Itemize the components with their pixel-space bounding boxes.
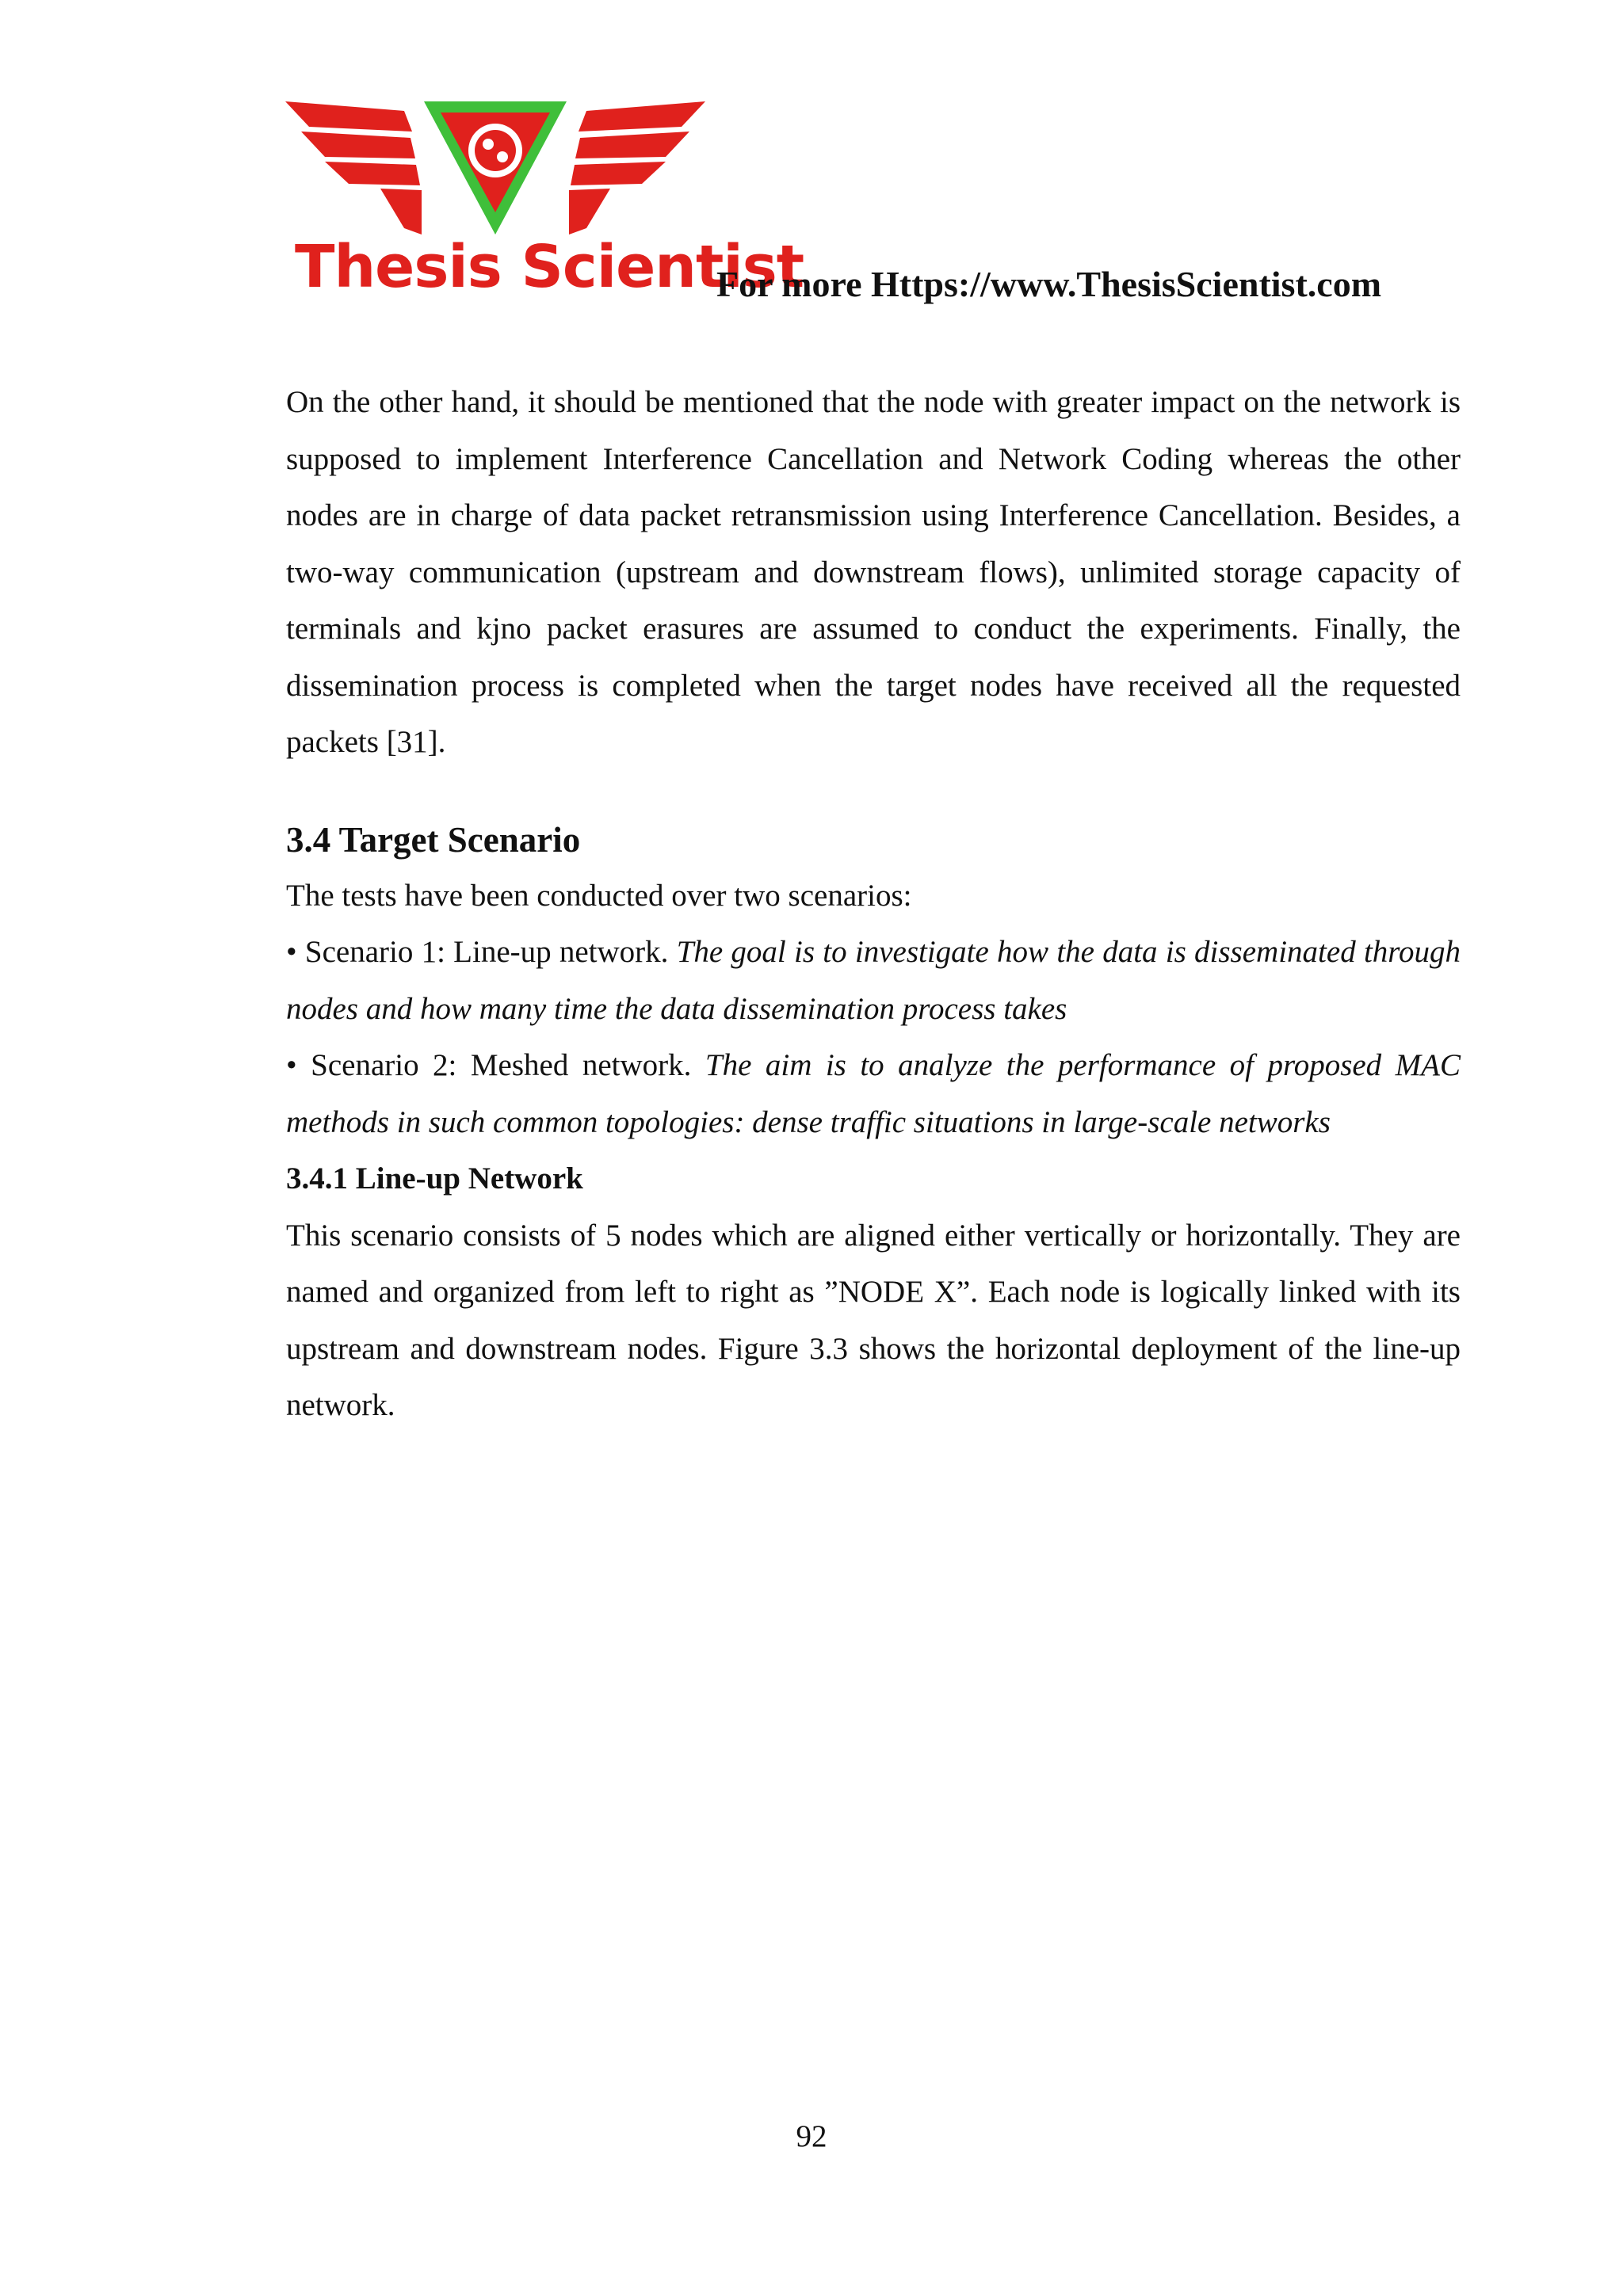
bullet-description: The aim is to analyze the performance of proposed MAC methods in such common topologies: dense traffic situations in large-scale networks [286, 1048, 1461, 1139]
bullet-description: The goal is to investigate how the data is disseminated through nodes and how many time the data dissemination process takes [286, 935, 1461, 1026]
winged-triangle-logo-icon [285, 93, 705, 244]
bullet-label: • Scenario 1: Line-up network. [286, 935, 669, 969]
page-number: 92 [796, 2119, 827, 2153]
website-link[interactable]: For more Https://www.ThesisScientist.com [716, 264, 1382, 304]
subsection-heading: 3.4.1 Line-up Network [286, 1161, 583, 1196]
logo-wordmark: Thesis Scientist [295, 233, 804, 301]
page-header [285, 93, 1474, 315]
body-paragraph: On the other hand, it should be mentioned that the node with greater impact on the network is supposed to implement Interference Cancellation and Network Coding whereas the other nodes are in charge of data packet retransmission using Interference Cancellation. Besides, a two-way communication (upstream and downstream flows), unlimited storage capacity of terminals and kjno packet erasures are assumed to conduct the experiments. Finally, the dissemination process is completed when the target nodes have received all the requested packets [31]. [286, 385, 1461, 759]
bullet-scenario-2 [286, 1037, 1461, 1150]
intro-line: The tests have been conducted over two scenarios: [286, 878, 912, 913]
bullet-scenario-1 [286, 924, 1461, 1037]
page-content [286, 374, 1461, 1434]
bullet-label: • Scenario 2: Meshed network. [286, 1048, 692, 1082]
body-paragraph: This scenario consists of 5 nodes which are aligned either vertically or horizontally. They are named and organized from left to right as ”NODE X”. Each node is logically linked with its upstream and downstream nodes. Figure 3.3 shows the horizontal deployment of the line-up network. [286, 1218, 1461, 1422]
section-heading: 3.4 Target Scenario [286, 819, 581, 860]
thesis-scientist-logo [285, 93, 804, 315]
